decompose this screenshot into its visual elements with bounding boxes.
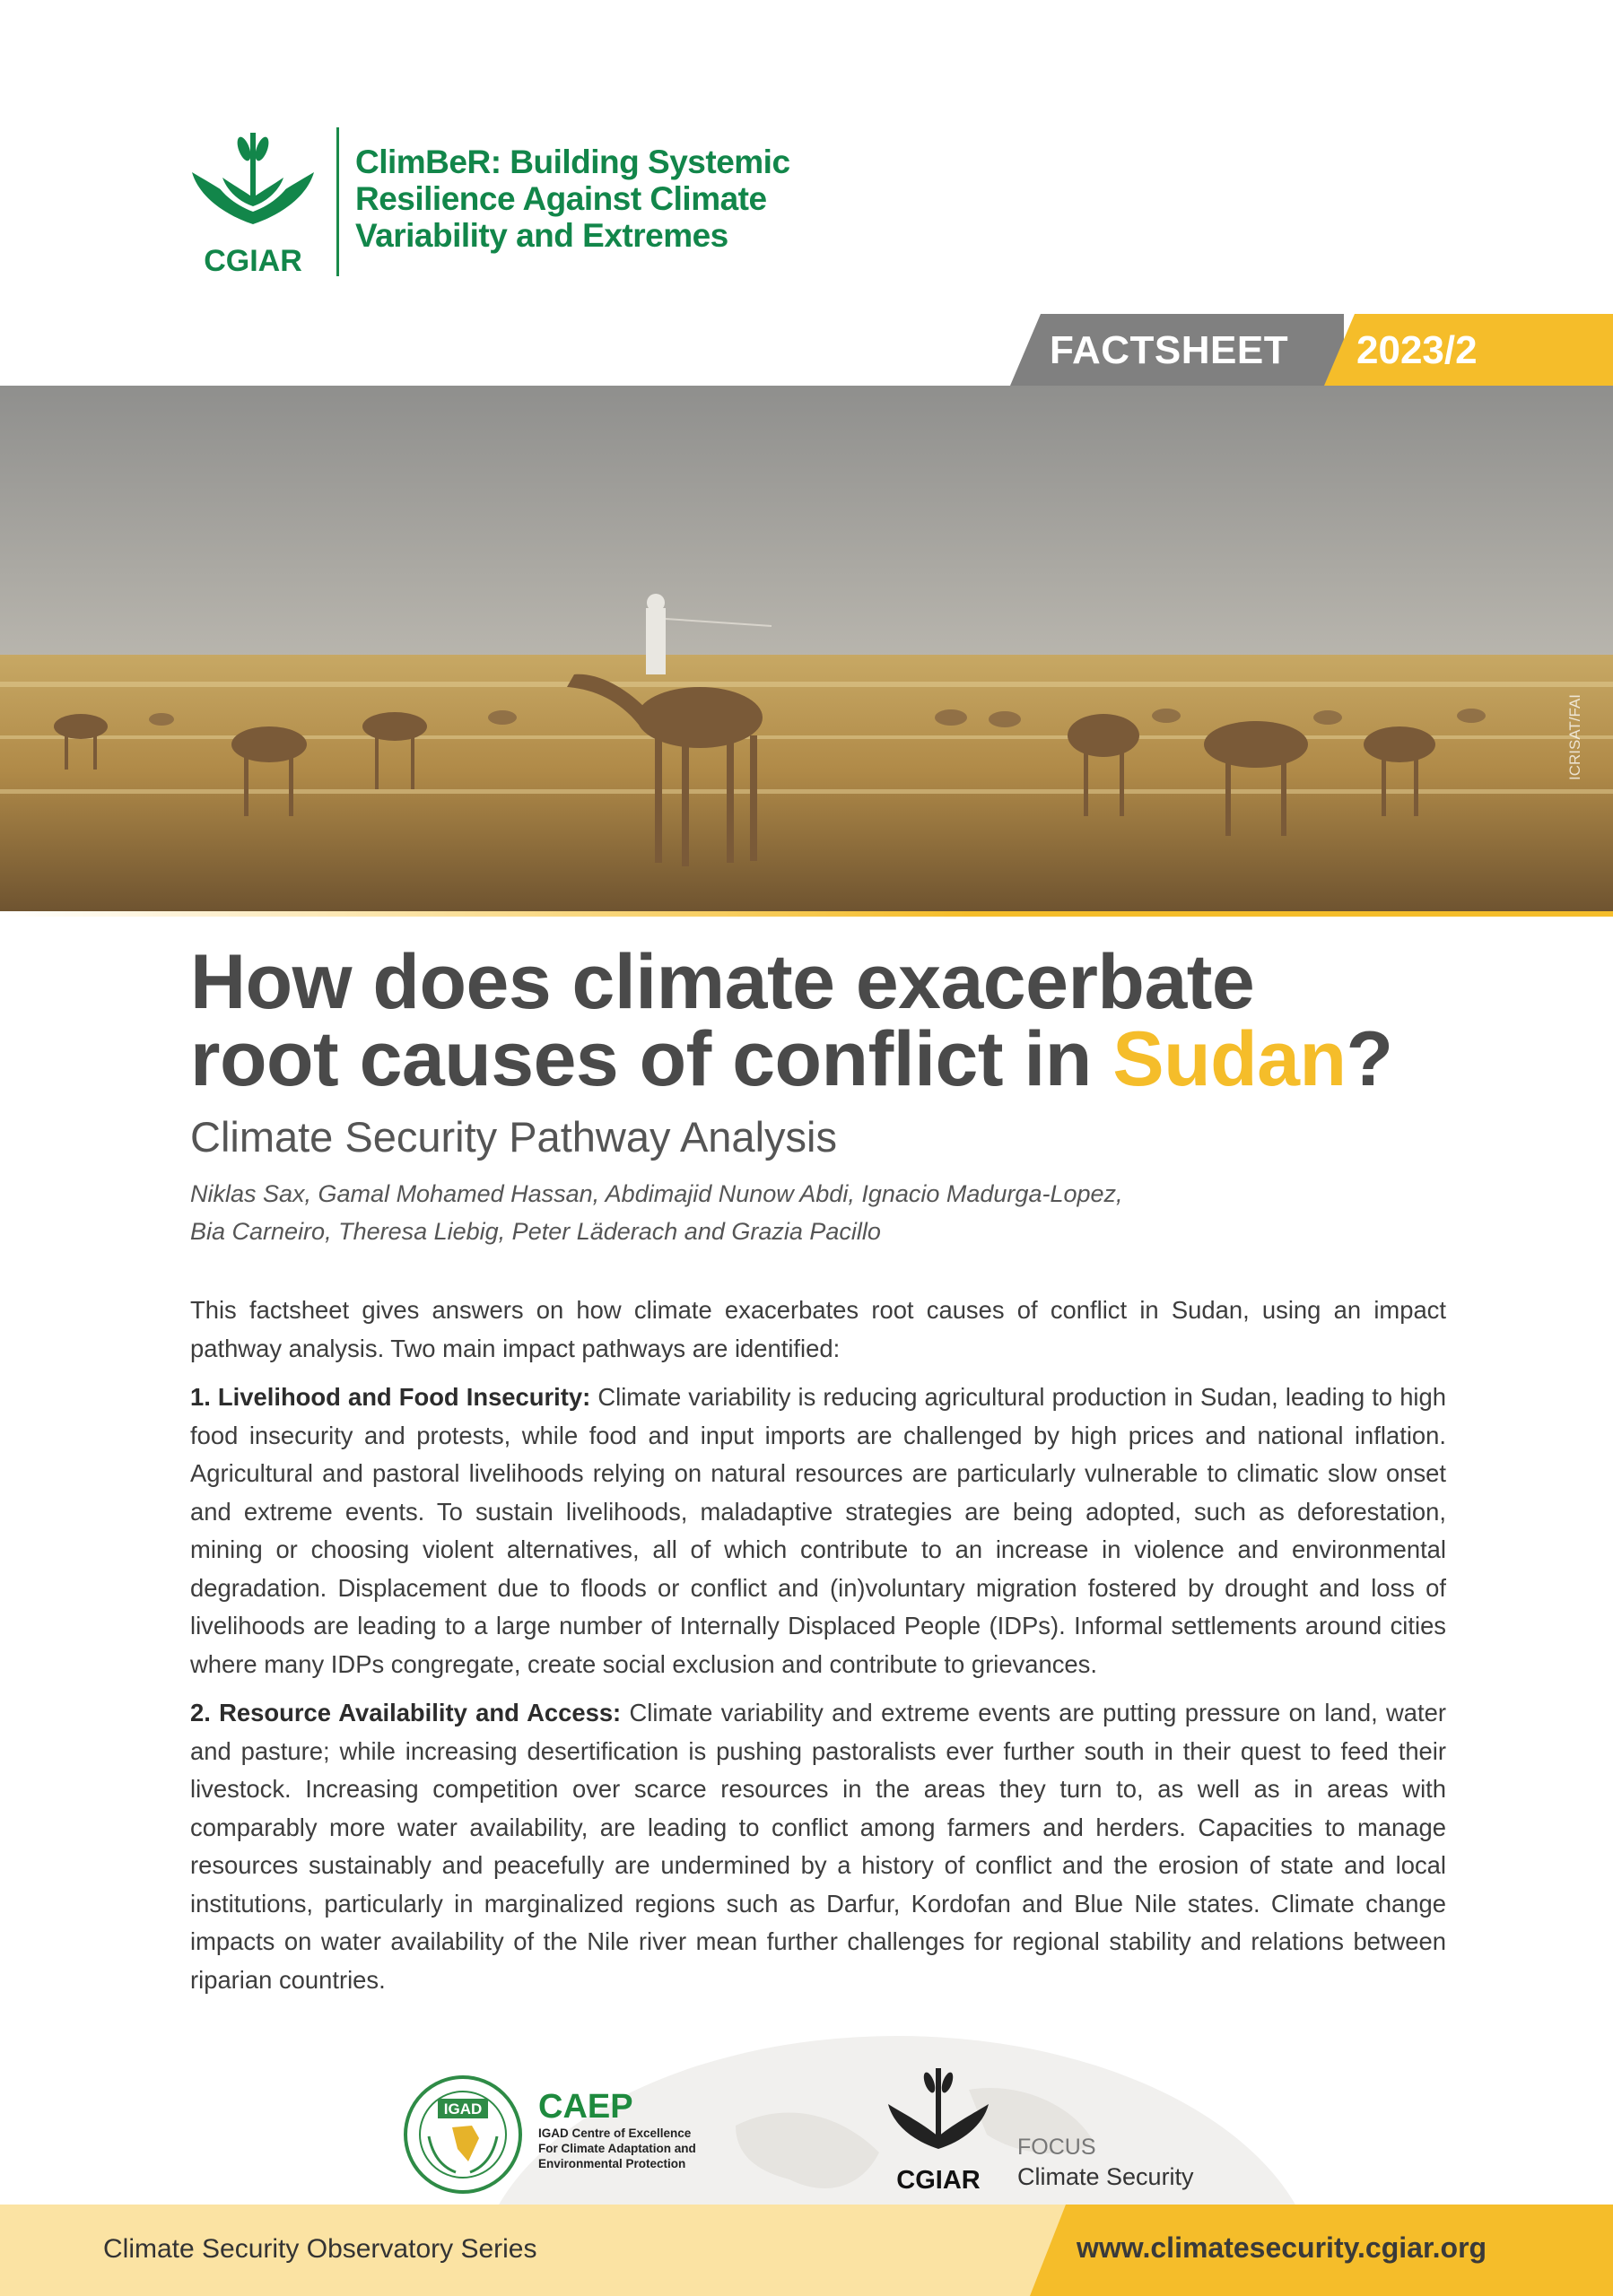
pathway-2-heading: 2. Resource Availability and Access:	[190, 1699, 622, 1726]
series-name: Climate Security Observatory Series	[103, 2234, 537, 2264]
wheat-icon	[192, 133, 314, 224]
body-text	[190, 1292, 1446, 2010]
logo-divider	[336, 127, 339, 276]
pathway-1-heading: 1. Livelihood and Food Insecurity:	[190, 1383, 591, 1411]
focus-label: FOCUS	[1017, 2135, 1096, 2160]
factsheet-label: FACTSHEET	[1050, 328, 1289, 372]
title-highlight: Sudan	[1112, 1016, 1347, 1102]
website-link[interactable]: www.climatesecurity.cgiar.org	[1077, 2231, 1487, 2264]
focus-name: Climate Security	[1017, 2163, 1194, 2190]
title-line-1: How does climate exacerbate	[190, 939, 1255, 1025]
authors-line: Bia Carneiro, Theresa Liebig, Peter Läderach and Grazia Pacillo	[190, 1218, 881, 1245]
page-title	[190, 939, 1500, 1102]
program-title-line: Resilience Against Climate	[355, 180, 767, 217]
program-title-line: ClimBeR: Building Systemic	[355, 144, 790, 180]
cgiar-partner-logo	[885, 2063, 992, 2196]
subtitle: Climate Security Pathway Analysis	[190, 1113, 837, 1161]
svg-text:IGAD: IGAD	[443, 2100, 483, 2118]
caep-description: IGAD Centre of Excellence For Climate Adaptation and Environmental Protection	[538, 2126, 696, 2170]
svg-text:CGIAR: CGIAR	[896, 2166, 981, 2195]
accent-bar	[0, 911, 1613, 917]
pathway-1-paragraph: 1. Livelihood and Food Insecurity: Climate variability is reducing agricultural production in Sudan, leading to high food insecurity and protests, while food and input imports are challenged by high prices and national inflation. Agricultural and pastoral livelihoods relying on natural resources are particularly vulnerable to climatic slow onset and extreme events. To sustain livelihoods, maladaptive strategies are being adopted, such as deforestation, mining or choosing violent alternatives, all of which contribute to an increase in violence and environmental degradation. Displacement due to floods or conflict and (in)voluntary migration fostered by drought and loss of livelihoods are leading to a large number of Internally Displaced People (IDPs). Informal settlements around cities where many IDPs congregate, create social exclusion and contribute to grievances.	[190, 1383, 1446, 1678]
hero-photo	[0, 386, 1613, 913]
pathway-2-paragraph: 2. Resource Availability and Access: Climate variability and extreme events are putting pressure on land, water and pasture; while increasing desertification is pushing pastoralists ever further south in their quest to feed their livestock. Increasing competition over scarce resources in the areas they turn to, as well as in areas with comparably more water availability, are leading to conflict among farmers and herders. Capacities to manage resources sustainably and peacefully are undermined by a history of conflict and the erosion of state and local institutions, particularly in marginalized regions such as Darfur, Kordofan and Blue Nile states. Climate change impacts on water availability of the Nile river mean further challenges for regional stability and relations between riparian countries.	[190, 1699, 1447, 1994]
intro-paragraph: This factsheet gives answers on how climate exacerbates root causes of conflict in Sudan, using an impact pathway analysis. Two main impact pathways are identified:	[190, 1296, 1446, 1362]
cgiar-logo	[190, 126, 316, 278]
igad-seal	[402, 2074, 524, 2196]
program-title	[355, 144, 822, 254]
program-title-line: Variability and Extremes	[355, 217, 728, 254]
svg-text:CGIAR: CGIAR	[204, 244, 302, 278]
caep-name: CAEP	[538, 2088, 633, 2126]
photo-credit: ICRISAT/FAI	[1566, 693, 1583, 780]
authors	[190, 1175, 1464, 1250]
factsheet-number: 2023/2	[1356, 328, 1478, 372]
authors-line: Niklas Sax, Gamal Mohamed Hassan, Abdimajid Nunow Abdi, Ignacio Madurga-Lopez,	[190, 1180, 1123, 1207]
title-line-2: root causes of conflict in Sudan?	[190, 1016, 1393, 1102]
